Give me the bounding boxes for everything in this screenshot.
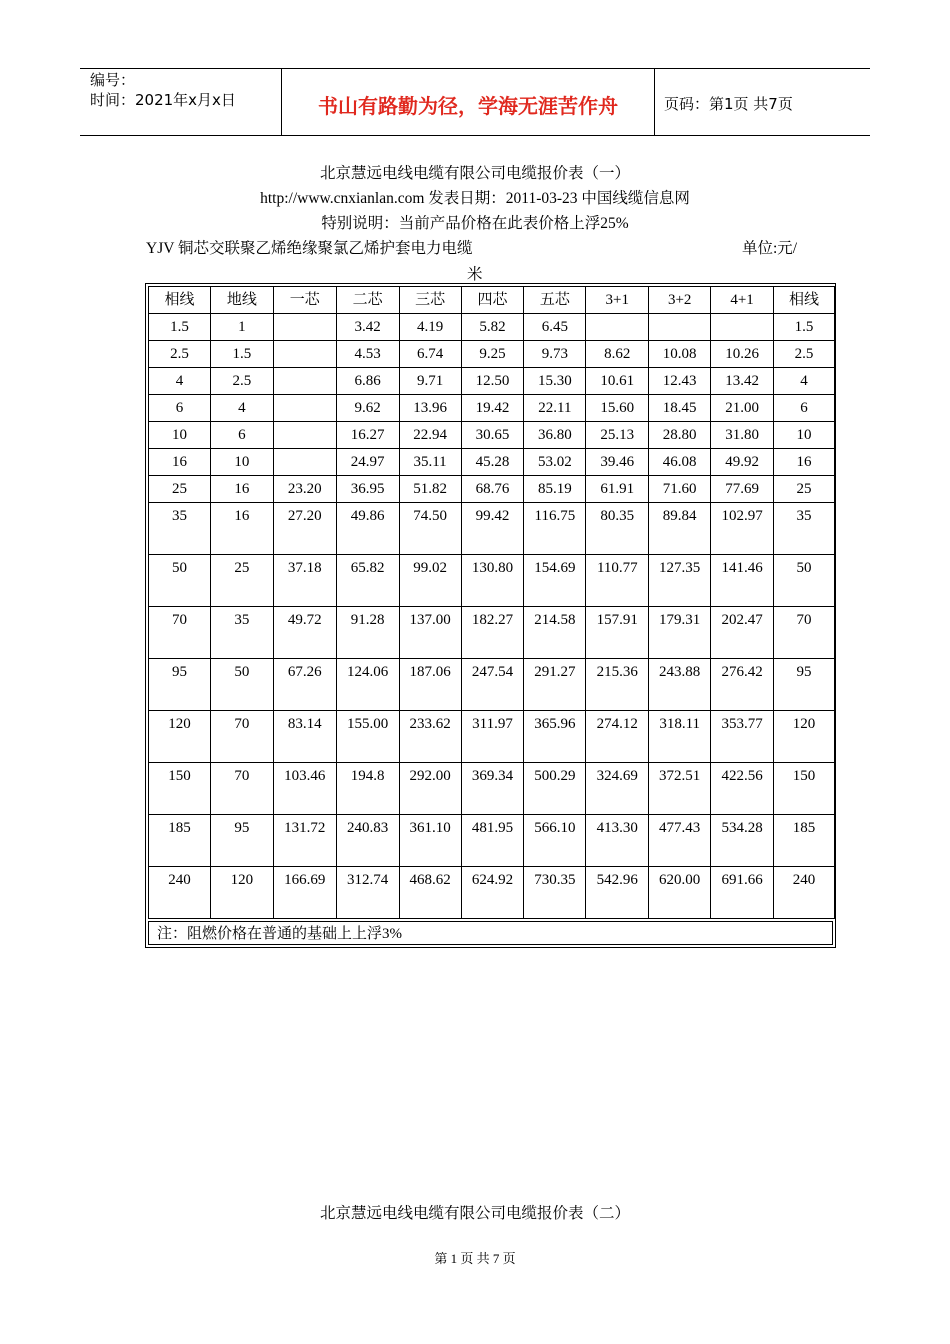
table-note: 注：阻燃价格在普通的基础上上浮3% <box>148 921 833 945</box>
table-cell <box>273 341 336 368</box>
table-cell: 1.5 <box>210 341 273 368</box>
table-cell: 353.77 <box>711 711 774 763</box>
table-cell: 10 <box>210 449 273 476</box>
table-cell: 120 <box>774 711 835 763</box>
table-cell: 53.02 <box>524 449 586 476</box>
table-row <box>149 503 835 555</box>
table-cell: 274.12 <box>586 711 649 763</box>
table-cell: 67.26 <box>273 659 336 711</box>
table-cell: 10.26 <box>711 341 774 368</box>
table-cell: 292.00 <box>399 763 461 815</box>
table-cell: 25.13 <box>586 422 649 449</box>
next-table-title: 北京慧远电线电缆有限公司电缆报价表（二） <box>319 1205 630 1222</box>
table-cell: 194.8 <box>336 763 399 815</box>
table-cell: 9.71 <box>399 368 461 395</box>
table-cell: 6 <box>149 395 211 422</box>
column-header: 3+2 <box>649 287 711 314</box>
header-divider-right <box>654 68 655 136</box>
table-row <box>149 555 835 607</box>
table-cell <box>273 314 336 341</box>
page-footer: 第 1 页 共 7 页 <box>434 1251 516 1266</box>
table-cell: 120 <box>210 867 273 919</box>
table-row <box>149 314 835 341</box>
table-cell: 291.27 <box>524 659 586 711</box>
table-cell: 27.20 <box>273 503 336 555</box>
table-cell: 369.34 <box>461 763 524 815</box>
table-cell: 534.28 <box>711 815 774 867</box>
table-cell: 70 <box>774 607 835 659</box>
table-cell: 1.5 <box>774 314 835 341</box>
table-cell: 95 <box>210 815 273 867</box>
table-cell: 240 <box>774 867 835 919</box>
table-cell: 182.27 <box>461 607 524 659</box>
table-cell: 99.02 <box>399 555 461 607</box>
table-row <box>149 395 835 422</box>
table-cell: 21.00 <box>711 395 774 422</box>
document-title: 北京慧远电线电缆有限公司电缆报价表（一） <box>319 165 630 182</box>
table-cell: 15.60 <box>586 395 649 422</box>
time-label: 时间：2021年x月x日 <box>90 91 236 109</box>
column-header: 二芯 <box>336 287 399 314</box>
table-cell: 150 <box>149 763 211 815</box>
table-cell: 9.62 <box>336 395 399 422</box>
table-header-row <box>149 287 835 314</box>
table-cell: 691.66 <box>711 867 774 919</box>
table-cell: 24.97 <box>336 449 399 476</box>
table-cell: 4.19 <box>399 314 461 341</box>
table-cell: 39.46 <box>586 449 649 476</box>
table-cell: 71.60 <box>649 476 711 503</box>
table-cell: 10.08 <box>649 341 711 368</box>
table-cell: 154.69 <box>524 555 586 607</box>
column-header: 3+1 <box>586 287 649 314</box>
table-row <box>149 422 835 449</box>
table-cell: 70 <box>210 763 273 815</box>
table-cell: 61.91 <box>586 476 649 503</box>
table-cell: 131.72 <box>273 815 336 867</box>
table-cell: 13.96 <box>399 395 461 422</box>
header-meta <box>90 70 236 110</box>
table-cell: 35 <box>149 503 211 555</box>
table-cell: 50 <box>774 555 835 607</box>
table-row <box>149 368 835 395</box>
table-cell: 6.86 <box>336 368 399 395</box>
table-cell: 35 <box>210 607 273 659</box>
table-cell: 13.42 <box>711 368 774 395</box>
table-cell: 70 <box>149 607 211 659</box>
table-cell: 185 <box>774 815 835 867</box>
table-cell: 99.42 <box>461 503 524 555</box>
table-cell: 481.95 <box>461 815 524 867</box>
column-header: 一芯 <box>273 287 336 314</box>
table-cell: 65.82 <box>336 555 399 607</box>
table-cell: 80.35 <box>586 503 649 555</box>
table-cell: 36.95 <box>336 476 399 503</box>
table-cell: 103.46 <box>273 763 336 815</box>
table-cell: 95 <box>774 659 835 711</box>
table-cell: 18.45 <box>649 395 711 422</box>
table-cell: 240 <box>149 867 211 919</box>
table-row <box>149 867 835 919</box>
table-cell: 9.25 <box>461 341 524 368</box>
table-cell <box>273 395 336 422</box>
table-cell: 361.10 <box>399 815 461 867</box>
table-row <box>149 659 835 711</box>
table-cell: 91.28 <box>336 607 399 659</box>
table-cell: 45.28 <box>461 449 524 476</box>
table-cell: 6 <box>210 422 273 449</box>
table-cell: 116.75 <box>524 503 586 555</box>
product-name: YJV 铜芯交联聚乙烯绝缘聚氯乙烯护套电力电缆 <box>146 240 473 257</box>
table-cell: 16 <box>210 476 273 503</box>
header-bottom-rule <box>80 135 870 136</box>
table-cell <box>273 422 336 449</box>
table-cell: 23.20 <box>273 476 336 503</box>
column-header: 相线 <box>149 287 211 314</box>
table-cell: 110.77 <box>586 555 649 607</box>
table-cell: 477.43 <box>649 815 711 867</box>
table-cell <box>586 314 649 341</box>
table-cell: 624.92 <box>461 867 524 919</box>
table-cell: 25 <box>210 555 273 607</box>
header-page-info: 页码：第1页 共7页 <box>664 95 793 113</box>
table-cell: 50 <box>149 555 211 607</box>
column-header: 地线 <box>210 287 273 314</box>
table-cell: 137.00 <box>399 607 461 659</box>
table-cell: 318.11 <box>649 711 711 763</box>
table-cell: 22.94 <box>399 422 461 449</box>
table-cell: 312.74 <box>336 867 399 919</box>
table-cell: 4 <box>774 368 835 395</box>
table-cell: 372.51 <box>649 763 711 815</box>
unit-label-wrap: 米 <box>467 266 483 283</box>
table-cell: 19.42 <box>461 395 524 422</box>
table-row <box>149 815 835 867</box>
table-cell: 130.80 <box>461 555 524 607</box>
table-cell: 4 <box>210 395 273 422</box>
table-row <box>149 711 835 763</box>
table-cell: 120 <box>149 711 211 763</box>
table-cell: 127.35 <box>649 555 711 607</box>
table-cell <box>711 314 774 341</box>
table-cell: 68.76 <box>461 476 524 503</box>
table-cell: 468.62 <box>399 867 461 919</box>
table-cell: 28.80 <box>649 422 711 449</box>
table-cell: 6 <box>774 395 835 422</box>
header-motto: 书山有路勤为径，学海无涯苦作舟 <box>318 94 618 118</box>
table-cell: 6.45 <box>524 314 586 341</box>
table-cell: 155.00 <box>336 711 399 763</box>
table-row <box>149 341 835 368</box>
table-cell: 247.54 <box>461 659 524 711</box>
table-cell: 166.69 <box>273 867 336 919</box>
table-cell: 4.53 <box>336 341 399 368</box>
table-cell: 83.14 <box>273 711 336 763</box>
table-cell: 77.69 <box>711 476 774 503</box>
table-cell: 179.31 <box>649 607 711 659</box>
table-cell: 150 <box>774 763 835 815</box>
unit-label: 单位:元/ <box>742 240 798 257</box>
table-row <box>149 763 835 815</box>
table-cell: 37.18 <box>273 555 336 607</box>
table-cell: 124.06 <box>336 659 399 711</box>
table-cell: 74.50 <box>399 503 461 555</box>
table-cell: 49.72 <box>273 607 336 659</box>
table-cell: 10.61 <box>586 368 649 395</box>
table-cell: 16 <box>774 449 835 476</box>
table-cell: 16 <box>210 503 273 555</box>
table-cell: 36.80 <box>524 422 586 449</box>
table-cell <box>273 368 336 395</box>
table-cell: 51.82 <box>399 476 461 503</box>
table-cell: 413.30 <box>586 815 649 867</box>
table-cell: 240.83 <box>336 815 399 867</box>
table-cell: 70 <box>210 711 273 763</box>
table-cell: 85.19 <box>524 476 586 503</box>
table-row <box>149 607 835 659</box>
table-cell: 35.11 <box>399 449 461 476</box>
table-cell: 89.84 <box>649 503 711 555</box>
table-cell: 1.5 <box>149 314 211 341</box>
table-cell: 2.5 <box>149 341 211 368</box>
table-cell: 187.06 <box>399 659 461 711</box>
table-cell: 276.42 <box>711 659 774 711</box>
table-cell: 95 <box>149 659 211 711</box>
table-row <box>149 476 835 503</box>
table-cell: 16 <box>149 449 211 476</box>
table-cell: 49.86 <box>336 503 399 555</box>
column-header: 相线 <box>774 287 835 314</box>
table-cell: 6.74 <box>399 341 461 368</box>
table-cell: 2.5 <box>210 368 273 395</box>
table-cell: 10 <box>149 422 211 449</box>
source-line: http://www.cnxianlan.com 发表日期：2011-03-23 中国线缆信息网 <box>260 190 690 207</box>
table-cell: 10 <box>774 422 835 449</box>
table-cell: 30.65 <box>461 422 524 449</box>
table-cell: 4 <box>149 368 211 395</box>
table-cell: 25 <box>774 476 835 503</box>
table-cell: 22.11 <box>524 395 586 422</box>
price-table <box>148 286 835 919</box>
table-cell: 620.00 <box>649 867 711 919</box>
table-cell: 243.88 <box>649 659 711 711</box>
table-row <box>149 449 835 476</box>
table-cell: 157.91 <box>586 607 649 659</box>
price-table-frame <box>145 283 836 948</box>
header-top-rule <box>80 68 870 69</box>
table-cell: 141.46 <box>711 555 774 607</box>
table-cell: 9.73 <box>524 341 586 368</box>
code-label: 编号： <box>90 71 136 89</box>
table-cell: 422.56 <box>711 763 774 815</box>
column-header: 三芯 <box>399 287 461 314</box>
table-cell: 102.97 <box>711 503 774 555</box>
table-cell: 12.43 <box>649 368 711 395</box>
table-cell: 324.69 <box>586 763 649 815</box>
table-cell: 16.27 <box>336 422 399 449</box>
table-cell: 233.62 <box>399 711 461 763</box>
table-cell: 1 <box>210 314 273 341</box>
table-cell: 365.96 <box>524 711 586 763</box>
table-cell <box>273 449 336 476</box>
table-cell: 566.10 <box>524 815 586 867</box>
table-cell: 3.42 <box>336 314 399 341</box>
table-cell: 185 <box>149 815 211 867</box>
table-cell <box>649 314 711 341</box>
table-cell: 2.5 <box>774 341 835 368</box>
table-cell: 730.35 <box>524 867 586 919</box>
table-cell: 15.30 <box>524 368 586 395</box>
table-cell: 35 <box>774 503 835 555</box>
table-cell: 202.47 <box>711 607 774 659</box>
table-cell: 542.96 <box>586 867 649 919</box>
table-cell: 12.50 <box>461 368 524 395</box>
column-header: 4+1 <box>711 287 774 314</box>
table-cell: 500.29 <box>524 763 586 815</box>
column-header: 四芯 <box>461 287 524 314</box>
table-cell: 25 <box>149 476 211 503</box>
table-cell: 311.97 <box>461 711 524 763</box>
table-cell: 5.82 <box>461 314 524 341</box>
table-cell: 8.62 <box>586 341 649 368</box>
table-cell: 214.58 <box>524 607 586 659</box>
table-cell: 50 <box>210 659 273 711</box>
table-cell: 46.08 <box>649 449 711 476</box>
table-cell: 49.92 <box>711 449 774 476</box>
table-cell: 215.36 <box>586 659 649 711</box>
special-note: 特别说明：当前产品价格在此表价格上浮25% <box>321 215 629 232</box>
table-cell: 31.80 <box>711 422 774 449</box>
column-header: 五芯 <box>524 287 586 314</box>
